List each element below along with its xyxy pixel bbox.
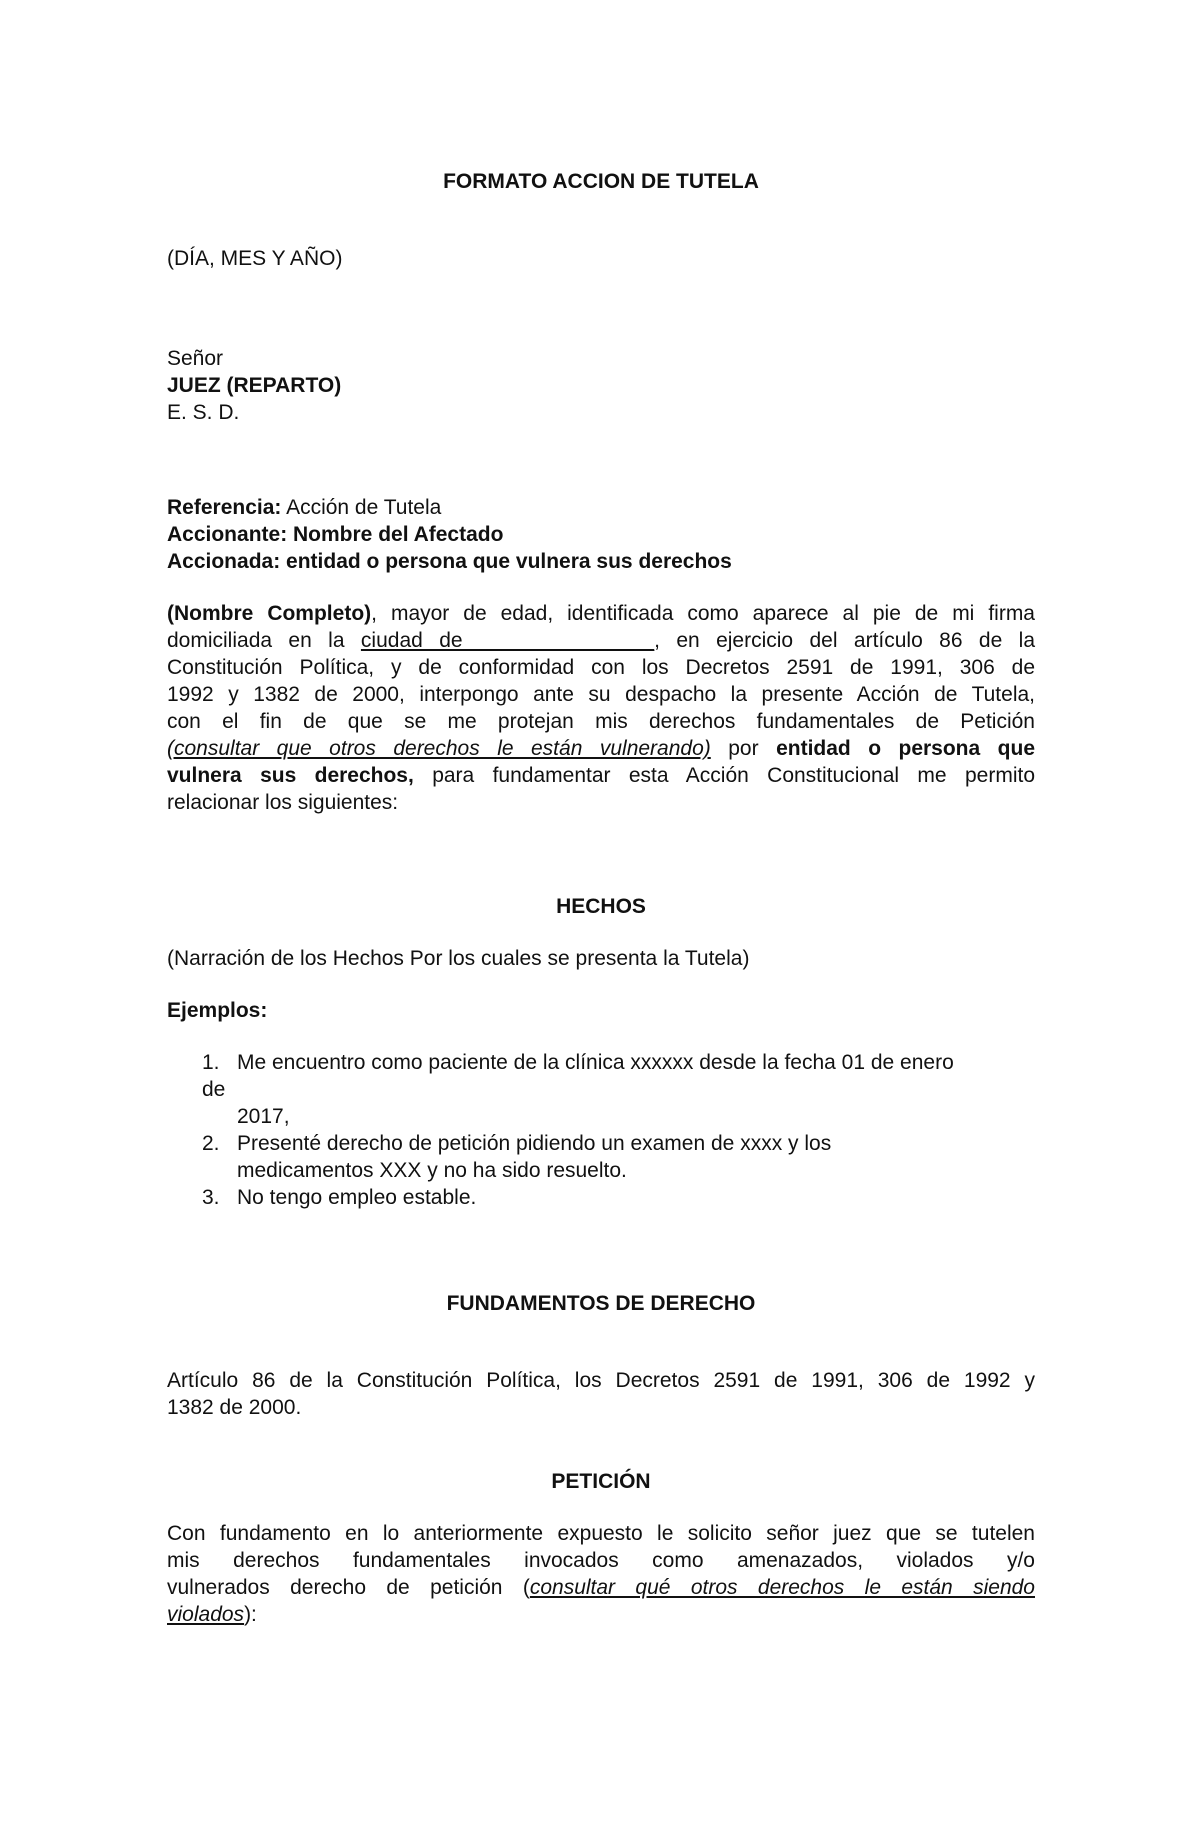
intro-line-2: domiciliada en la ciudad de _______________, en ejercicio del artículo 86 de la [167, 629, 1035, 652]
addressee-esd: E. S. D. [167, 401, 240, 424]
reference-value: Acción de Tutela [281, 496, 442, 519]
intro-line-7: vulnera sus derechos, para fundamentar esta Acción Constitucional me permito [167, 764, 1035, 787]
peticion-line-3: vulnerados derecho de petición (consultar qué otros derechos le están siendo [167, 1576, 1035, 1599]
peticion-paragraph [167, 1520, 1035, 1628]
list-item: 2. Presenté derecho de petición pidiendo un examen de xxxx y los medicamentos XXX y no ha sido resuelto. [202, 1132, 832, 1182]
intro-line-4: 1992 y 1382 de 2000, interpongo ante su despacho la presente Acción de Tutela, [167, 683, 1035, 706]
peticion-line-4: violados): [167, 1603, 257, 1626]
list-item: 1. Me encuentro como paciente de la clínica xxxxxx desde la fecha 01 de enero de 2017, [202, 1051, 954, 1128]
fundamentos-line-1: Artículo 86 de la Constitución Política, los Decretos 2591 de 1991, 306 de 1992 y [167, 1369, 1035, 1392]
intro-line-6: (consultar que otros derechos le están vulnerando) por entidad o persona que [167, 737, 1035, 760]
intro-paragraph [167, 600, 1035, 816]
reference-line [167, 494, 441, 521]
fundamentos-line-2: 1382 de 2000. [167, 1396, 302, 1419]
city-blank: ciudad de _______________ [360, 629, 655, 652]
hechos-heading: HECHOS [556, 895, 646, 918]
peticion-line-1: Con fundamento en lo anteriormente expuesto le solicito señor juez que se tutelen [167, 1522, 1035, 1545]
document-title: FORMATO ACCION DE TUTELA [443, 170, 759, 193]
fundamentos-paragraph [167, 1367, 1035, 1421]
accionante-line: Accionante: Nombre del Afectado [167, 523, 504, 546]
hechos-narration: (Narración de los Hechos Por los cuales se presenta la Tutela) [167, 947, 750, 970]
intro-line-8: relacionar los siguientes: [167, 791, 399, 814]
intro-line-5: con el fin de que se me protejan mis derechos fundamentales de Petición [167, 710, 1035, 733]
addressee-judge: JUEZ (REPARTO) [167, 374, 342, 397]
accionada-line: Accionada: entidad o persona que vulnera sus derechos [167, 550, 732, 573]
list-item: 3. No tengo empleo estable. [202, 1186, 477, 1209]
fundamentos-heading: FUNDAMENTOS DE DERECHO [446, 1292, 756, 1315]
ejemplos-label: Ejemplos: [167, 999, 268, 1022]
intro-line-3: Constitución Política, y de conformidad con los Decretos 2591 de 1991, 306 de [167, 656, 1035, 679]
peticion-line-2: mis derechos fundamentales invocados como amenazados, violados y/o [167, 1549, 1035, 1572]
intro-line-1: (Nombre Completo), mayor de edad, identificada como aparece al pie de mi firma [167, 602, 1035, 625]
peticion-heading: PETICIÓN [551, 1470, 651, 1493]
date-placeholder: (DÍA, MES Y AÑO) [167, 247, 343, 270]
reference-label: Referencia: [167, 496, 282, 519]
addressee-salutation: Señor [167, 347, 224, 370]
